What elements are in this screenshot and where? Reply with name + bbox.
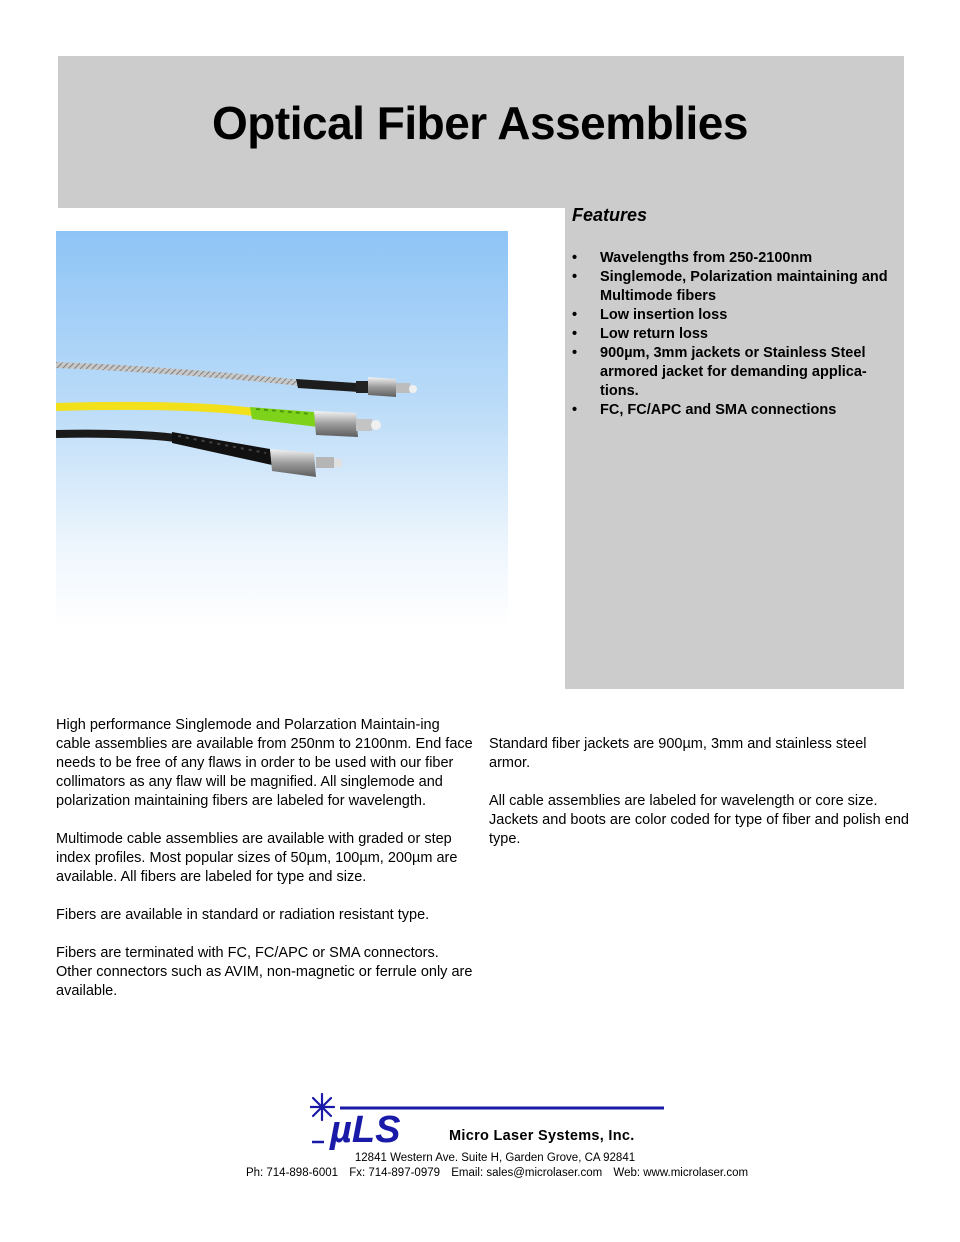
feature-item: • Low insertion loss — [572, 306, 897, 325]
fiber-cables-photo — [56, 231, 508, 627]
company-name: Micro Laser Systems, Inc. — [449, 1128, 635, 1144]
body-paragraph: High performance Singlemode and Polarzation Maintain-ing cable assemblies are available from 250nm to 2100nm. End face needs to be free of any flaws in order to be used with our fiber collimators as any flaw will be magnified. All singlemode and polarization maintaining fibers are labeled for wavelength. — [56, 717, 473, 809]
phone-text: Ph: 714-898-6001 — [245, 1167, 339, 1179]
body-paragraph: Fibers are available in standard or radiation resistant type. — [56, 907, 430, 923]
body-left-column — [56, 716, 476, 1020]
email-link[interactable]: Email: sales@microlaser.com — [451, 1167, 603, 1179]
contact-line — [0, 1167, 960, 1179]
logo-text: µLS — [330, 1109, 401, 1150]
features-list — [572, 249, 897, 420]
feature-item: • 900µm, 3mm jackets or Stainless Steel armored jacket for demanding applica-tions. — [572, 344, 897, 401]
feature-item: • Singlemode, Polarization maintaining and Multimode fibers — [572, 268, 897, 306]
features-heading: Features — [572, 205, 648, 225]
body-paragraph: All cable assemblies are labeled for wavelength or core size. Jackets and boots are color coded for type of fiber and polish end type. — [489, 793, 909, 847]
web-link[interactable]: Web: www.microlaser.com — [613, 1167, 749, 1179]
body-right-column — [489, 735, 909, 868]
feature-item: • Wavelengths from 250-2100nm — [572, 249, 897, 268]
body-paragraph: Standard fiber jackets are 900µm, 3mm and stainless steel armor. — [489, 736, 867, 771]
body-paragraph: Multimode cable assemblies are available with graded or step index profiles. Most popular sizes of 50µm, 100µm, 200µm are available. All fibers are labeled for type and size. — [56, 831, 458, 885]
body-paragraph: Fibers are terminated with FC, FC/APC or SMA connectors. Other connectors such as AVIM, non-magnetic or ferrule only are available. — [56, 945, 473, 999]
feature-item: • Low return loss — [572, 325, 897, 344]
company-address: 12841 Western Ave. Suite H, Garden Grove, CA 92841 — [354, 1152, 636, 1164]
page-title: Optical Fiber Assemblies — [212, 97, 748, 149]
fax-text: Fx: 714-897-0979 — [349, 1167, 441, 1179]
feature-item: • FC, FC/APC and SMA connections — [572, 401, 897, 420]
